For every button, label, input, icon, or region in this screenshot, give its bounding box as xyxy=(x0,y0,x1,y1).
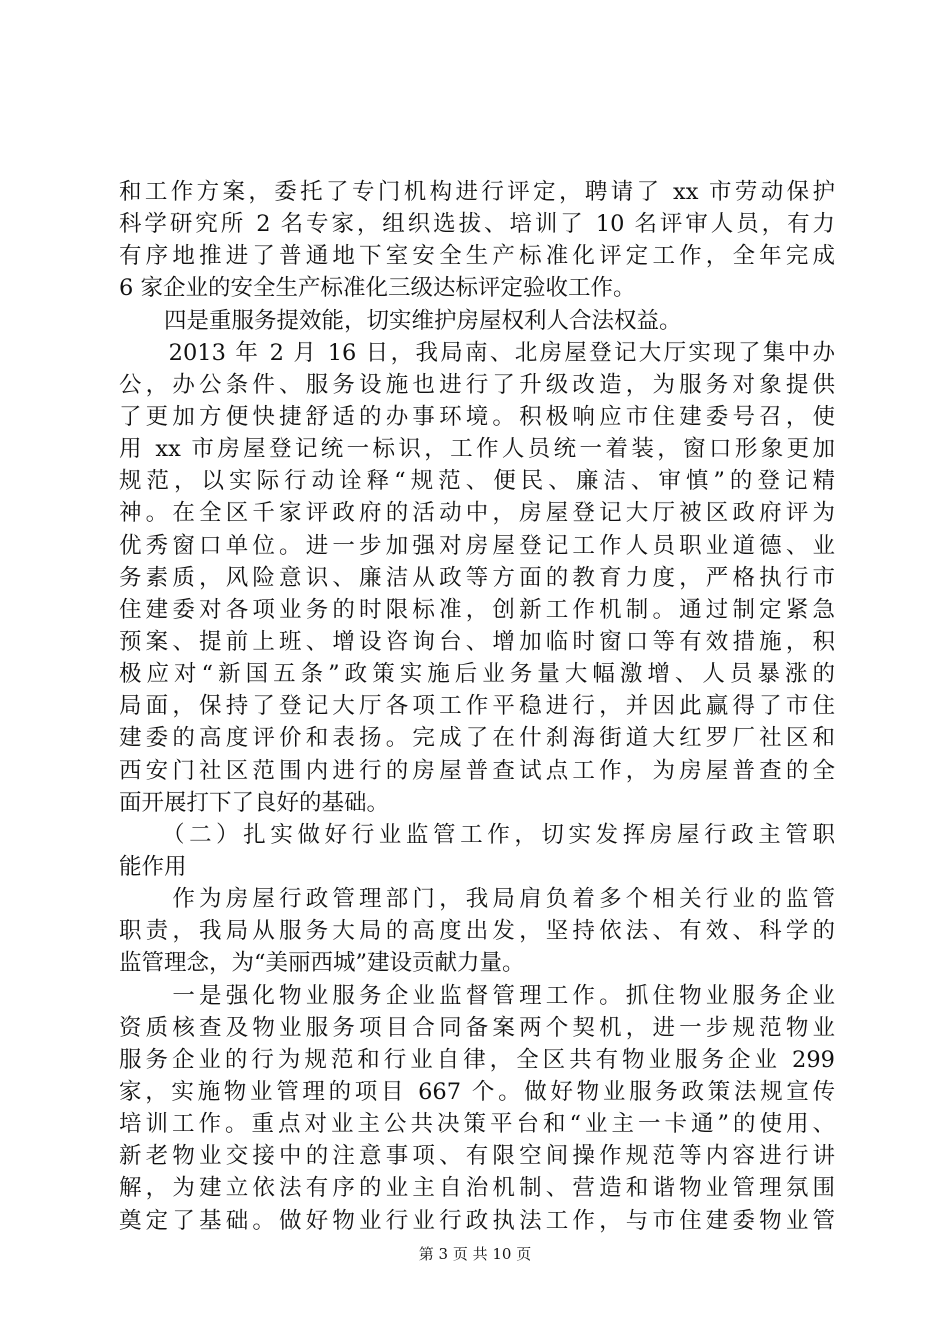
text-line: 预案、提前上班、增设咨询台、增加临时窗口等有效措施，积 xyxy=(119,628,835,655)
text-line: 务素质，风险意识、廉洁从政等方面的教育力度，严格执行市 xyxy=(119,564,835,591)
text-line: 用 xx 市房屋登记统一标识，工作人员统一着装，窗口形象更加 xyxy=(119,436,835,463)
text-line: 奠定了基础。做好物业行业行政执法工作，与市住建委物业管 xyxy=(119,1207,835,1234)
text-line: 2013 年 2 月 16 日，我局南、北房屋登记大厅实现了集中办 xyxy=(119,339,835,366)
text-line: 优秀窗口单位。进一步加强对房屋登记工作人员职业道德、业 xyxy=(119,532,835,559)
text-line: 了更加方便快捷舒适的办事环境。积极响应市住建委号召，使 xyxy=(119,403,835,430)
text-line: 局面，保持了登记大厅各项工作平稳进行，并因此赢得了市住 xyxy=(119,693,835,720)
text-line: 住建委对各项业务的时限标准，创新工作机制。通过制定紧急 xyxy=(119,596,835,623)
page-footer: 第 3 页 共 10 页 xyxy=(418,1245,532,1263)
text-line: 规范，以实际行动诠释“规范、便民、廉洁、审慎”的登记精 xyxy=(119,468,835,495)
text-line: 四是重服务提效能，切实维护房屋权利人合法权益。 xyxy=(119,307,682,334)
text-line: （二）扎实做好行业监管工作，切实发挥房屋行政主管职 xyxy=(119,821,835,848)
text-line: 培训工作。重点对业主公共决策平台和“业主一卡通”的使用、 xyxy=(119,1111,835,1138)
text-line: 职责，我局从服务大局的高度出发，坚持依法、有效、科学的 xyxy=(119,918,835,945)
text-line: 家，实施物业管理的项目 667 个。做好物业服务政策法规宣传 xyxy=(119,1078,835,1105)
text-line: 极应对“新国五条”政策实施后业务量大幅激增、人员暴涨的 xyxy=(119,661,835,688)
text-line: 6 家企业的安全生产标准化三级达标评定验收工作。 xyxy=(119,275,636,302)
text-line: 建委的高度评价和表扬。完成了在什刹海街道大红罗厂社区和 xyxy=(119,725,835,752)
text-line: 有序地推进了普通地下室安全生产标准化评定工作，全年完成 xyxy=(119,243,835,270)
text-line: 监管理念，为“美丽西城”建设贡献力量。 xyxy=(119,950,525,977)
text-line: 资质核查及物业服务项目合同备案两个契机，进一步规范物业 xyxy=(119,1014,835,1041)
text-line: 西安门社区范围内进行的房屋普查试点工作，为房屋普查的全 xyxy=(119,757,835,784)
text-line: 和工作方案，委托了专门机构进行评定，聘请了 xx 市劳动保护 xyxy=(119,179,835,205)
text-line: 作为房屋行政管理部门，我局肩负着多个相关行业的监管 xyxy=(119,886,835,913)
text-line: 神。在全区千家评政府的活动中，房屋登记大厅被区政府评为 xyxy=(119,500,835,527)
body-text xyxy=(119,176,835,1237)
text-line: 解，为建立依法有序的业主自治机制、营造和谐物业管理氛围 xyxy=(119,1175,835,1202)
text-line: 科学研究所 2 名专家，组织选拔、培训了 10 名评审人员，有力 xyxy=(119,211,835,238)
text-line: 服务企业的行为规范和行业自律，全区共有物业服务企业 299 xyxy=(119,1046,835,1073)
text-line: 新老物业交接中的注意事项、有限空间操作规范等内容进行讲 xyxy=(119,1143,835,1170)
text-line: 面开展打下了良好的基础。 xyxy=(119,789,390,816)
text-line: 公，办公条件、服务设施也进行了升级改造，为服务对象提供 xyxy=(119,371,835,398)
text-line: 能作用 xyxy=(119,853,187,880)
text-line: 一是强化物业服务企业监督管理工作。抓住物业服务企业 xyxy=(119,982,835,1009)
